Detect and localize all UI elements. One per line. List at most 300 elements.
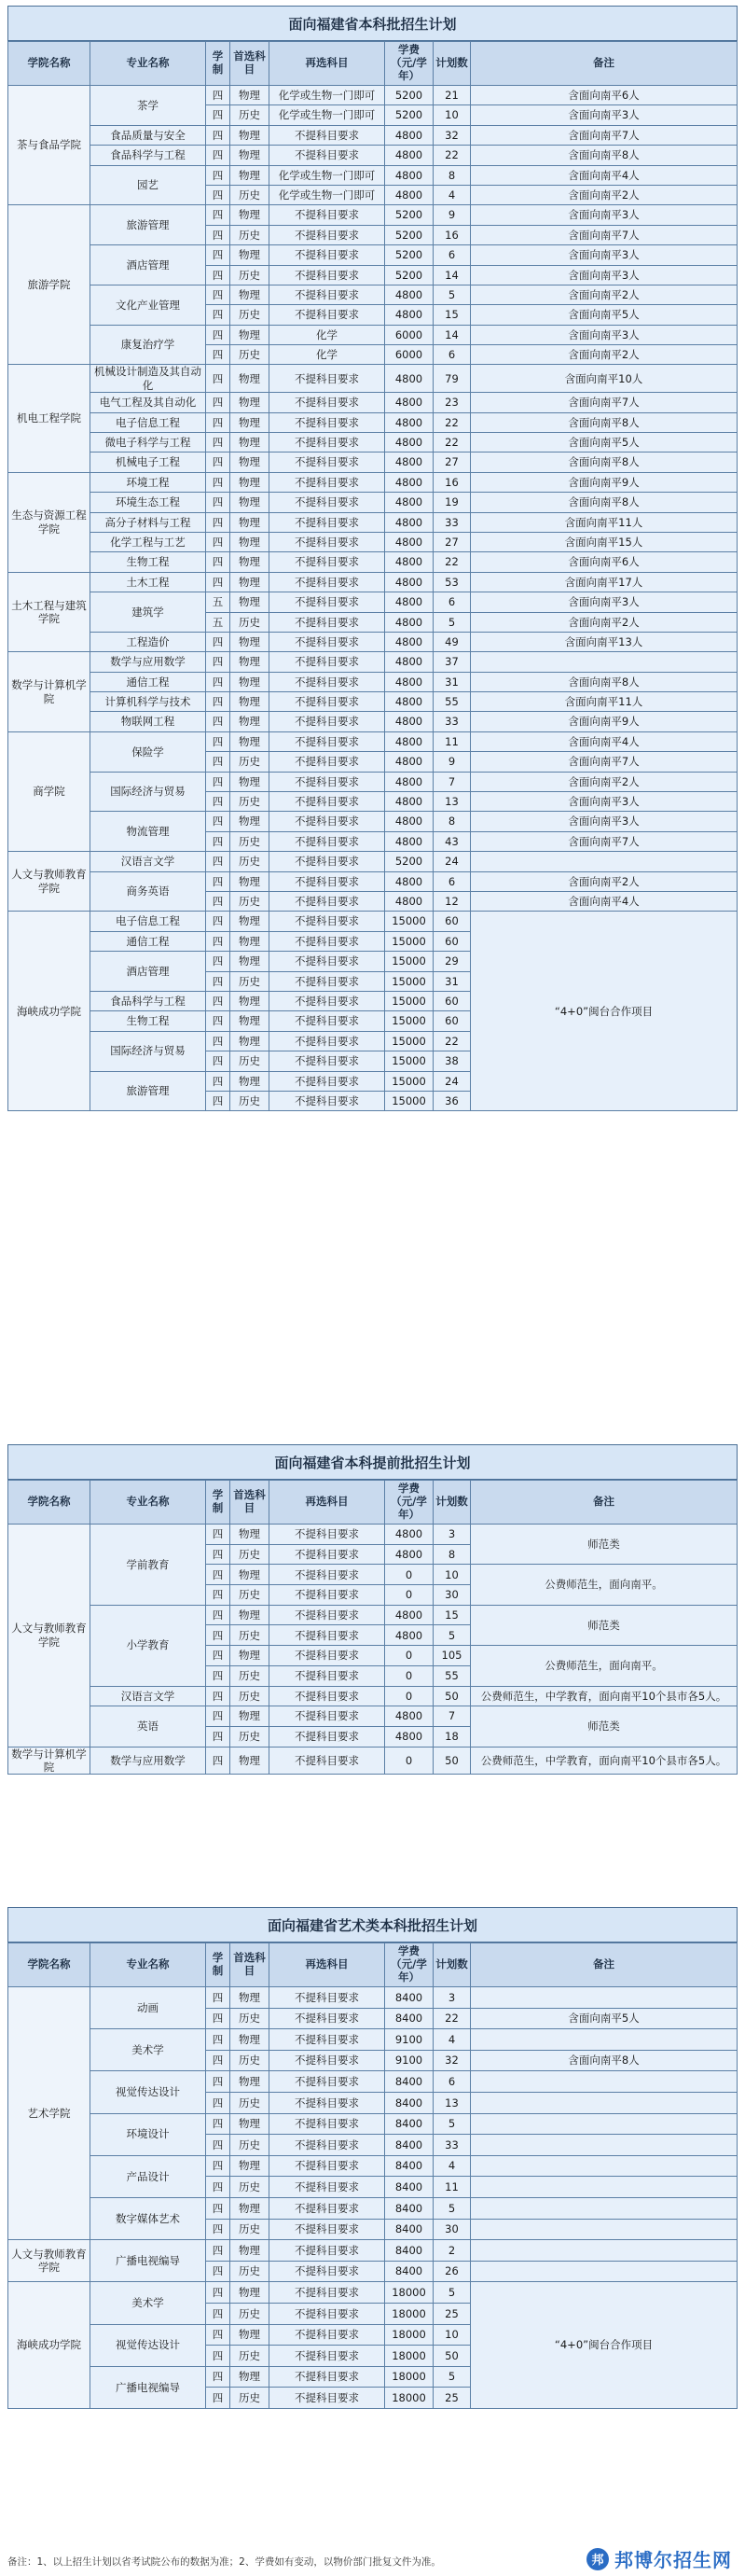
tuition: 5200	[385, 245, 434, 265]
tuition: 4800	[385, 672, 434, 691]
duration: 四	[206, 185, 230, 204]
table-row	[8, 712, 738, 731]
quota: 5	[434, 2366, 471, 2388]
second-subject: 不提科目要求	[269, 393, 385, 412]
tuition: 4800	[385, 493, 434, 512]
quota: 30	[434, 2219, 471, 2240]
major-name: 美术学	[90, 2029, 206, 2071]
table-row	[8, 2155, 738, 2177]
duration: 五	[206, 612, 230, 632]
tuition: 4800	[385, 285, 434, 304]
major-name: 数学与应用数学	[90, 652, 206, 672]
second-subject: 不提科目要求	[269, 2135, 385, 2156]
second-subject: 不提科目要求	[269, 2050, 385, 2071]
major-name: 通信工程	[90, 931, 206, 951]
college-name: 数学与计算机学院	[8, 652, 90, 732]
second-subject: 不提科目要求	[269, 412, 385, 432]
second-subject: 不提科目要求	[269, 1987, 385, 2009]
first-subject: 历史	[230, 752, 269, 772]
quota: 31	[434, 672, 471, 691]
table-row	[8, 812, 738, 831]
first-subject: 历史	[230, 1665, 269, 1686]
table-row	[8, 472, 738, 492]
duration: 四	[206, 552, 230, 572]
remark: 师范类	[471, 1706, 738, 1747]
tuition: 18000	[385, 2282, 434, 2304]
quota: 13	[434, 792, 471, 812]
first-subject: 物理	[230, 912, 269, 931]
remark: 含面向南平5人	[471, 2008, 738, 2029]
remark: 公费师范生，中学教育，面向南平10个县市各5人。	[471, 1686, 738, 1706]
quota: 79	[434, 365, 471, 393]
quota: 4	[434, 2155, 471, 2177]
duration: 四	[206, 225, 230, 244]
quota: 10	[434, 2324, 471, 2346]
duration: 四	[206, 2029, 230, 2051]
second-subject: 不提科目要求	[269, 2113, 385, 2135]
quota: 21	[434, 86, 471, 105]
major-name: 旅游管理	[90, 205, 206, 245]
second-subject: 不提科目要求	[269, 1585, 385, 1606]
remark: 含面向南平11人	[471, 512, 738, 532]
remark: 含面向南平3人	[471, 325, 738, 344]
second-subject: 不提科目要求	[269, 1011, 385, 1031]
tuition: 15000	[385, 952, 434, 971]
second-subject: 不提科目要求	[269, 2071, 385, 2093]
second-subject: 不提科目要求	[269, 592, 385, 612]
duration: 四	[206, 912, 230, 931]
tuition: 5200	[385, 105, 434, 125]
table-row	[8, 205, 738, 225]
first-subject: 物理	[230, 1747, 269, 1775]
second-subject: 不提科目要求	[269, 532, 385, 551]
major-name: 食品质量与安全	[90, 125, 206, 145]
remark: 含面向南平7人	[471, 752, 738, 772]
college-name: 艺术学院	[8, 1987, 90, 2240]
quota: 22	[434, 146, 471, 165]
duration: 四	[206, 1726, 230, 1747]
col-header: 再选科目	[269, 42, 385, 86]
first-subject: 物理	[230, 125, 269, 145]
second-subject: 不提科目要求	[269, 1726, 385, 1747]
col-header: 首选科目	[230, 1481, 269, 1525]
remark: 含面向南平2人	[471, 345, 738, 365]
major-name: 环境设计	[90, 2113, 206, 2155]
table-row	[8, 2071, 738, 2093]
header-row	[8, 1943, 738, 1987]
tuition: 5200	[385, 225, 434, 244]
second-subject: 不提科目要求	[269, 2346, 385, 2367]
table-row	[8, 2113, 738, 2135]
major-name: 化学工程与工艺	[90, 532, 206, 551]
first-subject: 物理	[230, 672, 269, 691]
remark: 含面向南平7人	[471, 831, 738, 851]
remark: 含面向南平4人	[471, 731, 738, 751]
first-subject: 历史	[230, 105, 269, 125]
duration: 四	[206, 1544, 230, 1565]
duration: 四	[206, 1565, 230, 1585]
second-subject: 不提科目要求	[269, 1747, 385, 1775]
tuition: 4800	[385, 871, 434, 891]
remark: 含面向南平9人	[471, 712, 738, 731]
second-subject: 不提科目要求	[269, 2240, 385, 2262]
tuition: 8400	[385, 2197, 434, 2219]
remark: “4+0”闽台合作项目	[471, 2282, 738, 2409]
remark: “4+0”闽台合作项目	[471, 912, 738, 1111]
table-row	[8, 412, 738, 432]
col-header: 备注	[471, 1943, 738, 1987]
table-row	[8, 285, 738, 304]
second-subject: 不提科目要求	[269, 2197, 385, 2219]
major-name: 美术学	[90, 2282, 206, 2324]
college-name: 茶与食品学院	[8, 86, 90, 205]
duration: 四	[206, 752, 230, 772]
remark: 师范类	[471, 1605, 738, 1645]
duration: 四	[206, 991, 230, 1010]
tuition: 4800	[385, 632, 434, 651]
duration: 四	[206, 2219, 230, 2240]
first-subject: 物理	[230, 712, 269, 731]
header-row	[8, 1481, 738, 1525]
col-header: 学费（元/学年）	[385, 42, 434, 86]
first-subject: 物理	[230, 2029, 269, 2051]
first-subject: 物理	[230, 512, 269, 532]
duration: 四	[206, 2050, 230, 2071]
college-name: 机电工程学院	[8, 365, 90, 472]
remark: 含面向南平7人	[471, 225, 738, 244]
first-subject: 历史	[230, 2135, 269, 2156]
plan-table	[7, 41, 738, 1111]
quota: 6	[434, 345, 471, 365]
first-subject: 历史	[230, 2261, 269, 2282]
quota: 22	[434, 1031, 471, 1051]
quota: 26	[434, 2261, 471, 2282]
second-subject: 不提科目要求	[269, 731, 385, 751]
remark: 含面向南平3人	[471, 265, 738, 285]
duration: 四	[206, 532, 230, 551]
second-subject: 不提科目要求	[269, 812, 385, 831]
table-row	[8, 512, 738, 532]
table-row	[8, 871, 738, 891]
plan-table	[7, 1480, 738, 1775]
table-row	[8, 1525, 738, 1545]
quota: 10	[434, 105, 471, 125]
second-subject: 不提科目要求	[269, 852, 385, 871]
quota: 25	[434, 2303, 471, 2324]
first-subject: 物理	[230, 1987, 269, 2009]
quota: 3	[434, 1525, 471, 1545]
remark: 含面向南平7人	[471, 125, 738, 145]
duration: 四	[206, 2282, 230, 2304]
first-subject: 物理	[230, 1011, 269, 1031]
tuition: 4800	[385, 731, 434, 751]
second-subject: 不提科目要求	[269, 225, 385, 244]
remark	[471, 852, 738, 871]
first-subject: 物理	[230, 952, 269, 971]
remark: 含面向南平5人	[471, 305, 738, 325]
tuition: 4800	[385, 305, 434, 325]
duration: 五	[206, 592, 230, 612]
tuition: 15000	[385, 971, 434, 991]
first-subject: 物理	[230, 1565, 269, 1585]
major-name: 食品科学与工程	[90, 146, 206, 165]
first-subject: 物理	[230, 245, 269, 265]
tuition: 4800	[385, 472, 434, 492]
duration: 四	[206, 891, 230, 911]
second-subject: 不提科目要求	[269, 1605, 385, 1625]
first-subject: 物理	[230, 632, 269, 651]
major-name: 物联网工程	[90, 712, 206, 731]
duration: 四	[206, 512, 230, 532]
second-subject: 不提科目要求	[269, 672, 385, 691]
tuition: 4800	[385, 572, 434, 592]
second-subject: 化学或生物一门即可	[269, 185, 385, 204]
first-subject: 物理	[230, 532, 269, 551]
second-subject: 不提科目要求	[269, 453, 385, 472]
first-subject: 物理	[230, 1706, 269, 1727]
table-row	[8, 1706, 738, 1727]
col-header: 计划数	[434, 1943, 471, 1987]
col-header: 学院名称	[8, 1481, 90, 1525]
remark: 含面向南平3人	[471, 105, 738, 125]
tuition: 8400	[385, 2135, 434, 2156]
quota: 8	[434, 812, 471, 831]
table-row	[8, 852, 738, 871]
col-header: 计划数	[434, 42, 471, 86]
table-row	[8, 2029, 738, 2051]
duration: 四	[206, 493, 230, 512]
tuition: 4800	[385, 1726, 434, 1747]
second-subject: 化学或生物一门即可	[269, 86, 385, 105]
major-name: 园艺	[90, 165, 206, 205]
table-row	[8, 632, 738, 651]
quota: 50	[434, 2346, 471, 2367]
quota: 12	[434, 891, 471, 911]
first-subject: 物理	[230, 285, 269, 304]
remark: 含面向南平10人	[471, 365, 738, 393]
first-subject: 历史	[230, 1544, 269, 1565]
quota: 43	[434, 831, 471, 851]
table-row	[8, 245, 738, 265]
quota: 14	[434, 325, 471, 344]
remark: 含面向南平2人	[471, 185, 738, 204]
college-name: 海峡成功学院	[8, 912, 90, 1111]
second-subject: 不提科目要求	[269, 1091, 385, 1110]
second-subject: 不提科目要求	[269, 2303, 385, 2324]
second-subject: 化学或生物一门即可	[269, 165, 385, 185]
major-name: 汉语言文学	[90, 852, 206, 871]
major-name: 广播电视编导	[90, 2240, 206, 2282]
duration: 四	[206, 86, 230, 105]
tuition: 4800	[385, 165, 434, 185]
major-name: 康复治疗学	[90, 325, 206, 365]
tuition: 15000	[385, 1071, 434, 1091]
first-subject: 历史	[230, 305, 269, 325]
quota: 15	[434, 1605, 471, 1625]
table-row	[8, 2197, 738, 2219]
first-subject: 物理	[230, 2071, 269, 2093]
quota: 4	[434, 185, 471, 204]
first-subject: 历史	[230, 2050, 269, 2071]
second-subject: 不提科目要求	[269, 632, 385, 651]
tuition: 15000	[385, 931, 434, 951]
tuition: 4800	[385, 146, 434, 165]
second-subject: 不提科目要求	[269, 433, 385, 453]
quota: 105	[434, 1646, 471, 1666]
major-name: 物流管理	[90, 812, 206, 852]
major-name: 食品科学与工程	[90, 991, 206, 1010]
duration: 四	[206, 1747, 230, 1775]
second-subject: 不提科目要求	[269, 365, 385, 393]
quota: 15	[434, 305, 471, 325]
table-row	[8, 1605, 738, 1625]
table-row	[8, 2282, 738, 2304]
duration: 四	[206, 1051, 230, 1071]
remark	[471, 2177, 738, 2198]
col-header: 再选科目	[269, 1943, 385, 1987]
tuition: 4800	[385, 592, 434, 612]
remark: 含面向南平4人	[471, 891, 738, 911]
quota: 32	[434, 2050, 471, 2071]
tuition: 4800	[385, 831, 434, 851]
major-name: 工程造价	[90, 632, 206, 651]
first-subject: 历史	[230, 1051, 269, 1071]
quota: 22	[434, 412, 471, 432]
duration: 四	[206, 692, 230, 712]
major-name: 高分子材料与工程	[90, 512, 206, 532]
second-subject: 不提科目要求	[269, 2324, 385, 2346]
tuition: 4800	[385, 612, 434, 632]
first-subject: 历史	[230, 2219, 269, 2240]
table-row	[8, 453, 738, 472]
quota: 6	[434, 871, 471, 891]
duration: 四	[206, 412, 230, 432]
quota: 25	[434, 2388, 471, 2409]
tuition: 4800	[385, 125, 434, 145]
duration: 四	[206, 2071, 230, 2093]
tuition: 8400	[385, 2219, 434, 2240]
tuition: 4800	[385, 393, 434, 412]
tuition: 5200	[385, 852, 434, 871]
tuition: 4800	[385, 185, 434, 204]
col-header: 学制	[206, 1481, 230, 1525]
remark: 含面向南平3人	[471, 245, 738, 265]
table-row	[8, 146, 738, 165]
tuition: 4800	[385, 692, 434, 712]
quota: 3	[434, 1987, 471, 2009]
tuition: 4800	[385, 812, 434, 831]
tuition: 8400	[385, 2261, 434, 2282]
section-title: 面向福建省本科批招生计划	[7, 6, 738, 41]
remark: 含面向南平2人	[471, 285, 738, 304]
header-row	[8, 42, 738, 86]
tuition: 15000	[385, 1011, 434, 1031]
second-subject: 不提科目要求	[269, 692, 385, 712]
major-name: 汉语言文学	[90, 1686, 206, 1706]
duration: 四	[206, 1071, 230, 1091]
tuition: 8400	[385, 1987, 434, 2009]
logo-icon: 邦	[586, 2548, 609, 2570]
quota: 60	[434, 912, 471, 931]
second-subject: 不提科目要求	[269, 305, 385, 325]
col-header: 学费（元/学年）	[385, 1481, 434, 1525]
major-name: 产品设计	[90, 2155, 206, 2197]
table-row	[8, 2240, 738, 2262]
second-subject: 不提科目要求	[269, 2029, 385, 2051]
second-subject: 不提科目要求	[269, 752, 385, 772]
major-name: 英语	[90, 1706, 206, 1747]
duration: 四	[206, 931, 230, 951]
col-header: 专业名称	[90, 1943, 206, 1987]
logo-text: 邦博尔招生网	[614, 2549, 732, 2571]
duration: 四	[206, 712, 230, 731]
tuition: 0	[385, 1646, 434, 1666]
duration: 四	[206, 393, 230, 412]
tuition: 18000	[385, 2303, 434, 2324]
quota: 14	[434, 265, 471, 285]
quota: 10	[434, 1565, 471, 1585]
quota: 16	[434, 225, 471, 244]
second-subject: 不提科目要求	[269, 1646, 385, 1666]
first-subject: 物理	[230, 2324, 269, 2346]
remark	[471, 2092, 738, 2113]
tuition: 4800	[385, 652, 434, 672]
first-subject: 物理	[230, 433, 269, 453]
major-name: 商务英语	[90, 871, 206, 912]
first-subject: 物理	[230, 472, 269, 492]
second-subject: 不提科目要求	[269, 2008, 385, 2029]
duration: 四	[206, 812, 230, 831]
quota: 50	[434, 1747, 471, 1775]
table-row	[8, 692, 738, 712]
second-subject: 不提科目要求	[269, 952, 385, 971]
duration: 四	[206, 2135, 230, 2156]
duration: 四	[206, 2261, 230, 2282]
quota: 9	[434, 205, 471, 225]
table-row	[8, 552, 738, 572]
quota: 22	[434, 433, 471, 453]
table-row	[8, 572, 738, 592]
remark: 含面向南平8人	[471, 412, 738, 432]
second-subject: 不提科目要求	[269, 971, 385, 991]
second-subject: 不提科目要求	[269, 712, 385, 731]
duration: 四	[206, 2366, 230, 2388]
duration: 四	[206, 2113, 230, 2135]
first-subject: 历史	[230, 2008, 269, 2029]
tuition: 4800	[385, 552, 434, 572]
table-row	[8, 772, 738, 791]
duration: 四	[206, 772, 230, 791]
tuition: 15000	[385, 1091, 434, 1110]
major-name: 文化产业管理	[90, 285, 206, 325]
col-header: 学制	[206, 1943, 230, 1987]
table-row	[8, 731, 738, 751]
first-subject: 历史	[230, 852, 269, 871]
first-subject: 物理	[230, 205, 269, 225]
major-name: 视觉传达设计	[90, 2071, 206, 2113]
second-subject: 不提科目要求	[269, 2282, 385, 2304]
col-header: 备注	[471, 1481, 738, 1525]
second-subject: 不提科目要求	[269, 572, 385, 592]
major-name: 酒店管理	[90, 952, 206, 992]
major-name: 生物工程	[90, 1011, 206, 1031]
remark: 含面向南平6人	[471, 86, 738, 105]
quota: 33	[434, 512, 471, 532]
second-subject: 不提科目要求	[269, 2092, 385, 2113]
duration: 四	[206, 792, 230, 812]
tuition: 4800	[385, 433, 434, 453]
quota: 6	[434, 2071, 471, 2093]
